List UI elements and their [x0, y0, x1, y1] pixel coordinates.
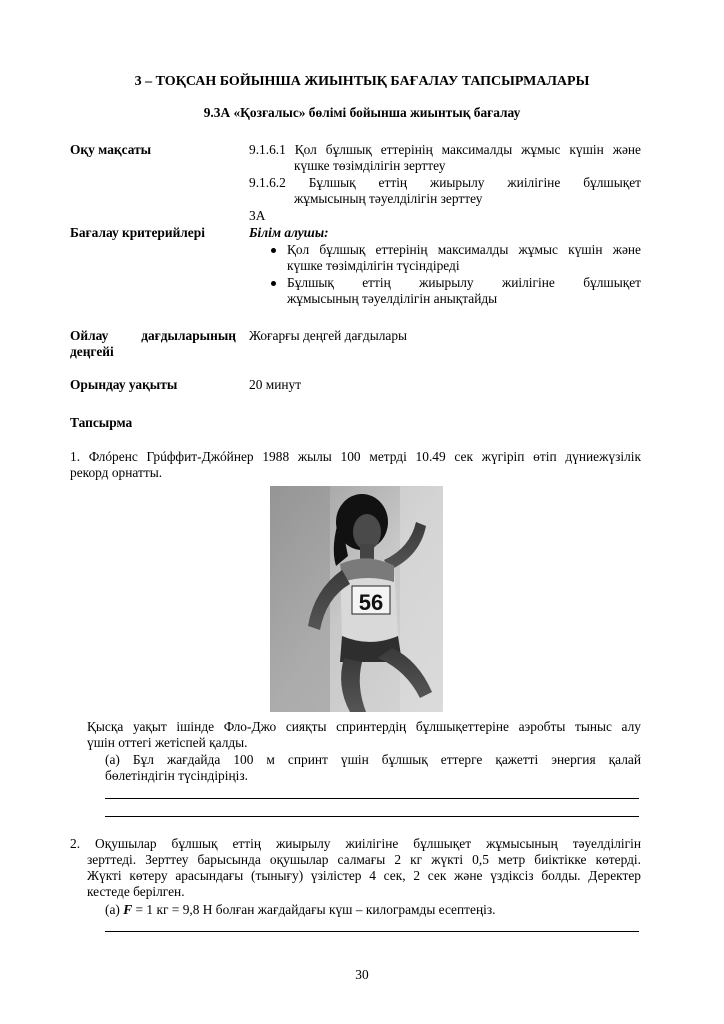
- goal-1-line-a: 9.1.6.1 Қол бұлшық еттерінің максималды жұмыс күшін және: [249, 142, 641, 157]
- goal-2-line-a: 9.1.6.2 Бұлшық еттің жиырылу жиілігіне бұлшықет: [249, 175, 641, 190]
- q1-context-line-a: Қысқа уақыт ішінде Фло-Джо сияқты спринтердің бұлшықеттеріне аэробты тыныс алу: [87, 719, 641, 734]
- page-number: 30: [355, 967, 369, 982]
- goal-label: Оқу мақсаты: [70, 142, 152, 157]
- q1-context-line-b: үшін оттегі жетіспей қалды.: [87, 735, 248, 750]
- bullet-icon: [271, 248, 276, 253]
- bullet-icon: [271, 281, 276, 286]
- criteria-intro: Білім алушы:: [249, 225, 329, 240]
- time-label: Орындау уақыты: [70, 377, 178, 392]
- q1-line-1: 1. Флóренс Грúффит-Джóйнер 1988 жылы 100 метрді 10.49 сек жүгіріп өтіп дүниежүзілік: [70, 449, 641, 464]
- goal-2-line-b: жұмысының тәуелділігін зерттеу: [294, 191, 483, 206]
- q2-line-4: кестеде берілген.: [87, 884, 185, 899]
- q2-line-1: 2. Оқушылар бұлшық еттің жиырылу жиілігіне бұлшықет жұмысының тәуелділігін: [70, 836, 641, 851]
- q2a-text: = 1 кг = 9,8 Н болған жағдайдағы күш – килограмды есептеңіз.: [132, 902, 496, 917]
- q2-line-3: Жүкті көтеру арасындағы (тынығу) үзілістер 4 сек, 2 сек және үздіксіз болды. Деректер: [87, 868, 641, 883]
- task-heading: Тапсырма: [70, 415, 133, 430]
- q1a-line-1: (а) Бұл жағдайда 100 м спринт үшін бұлшық еттерге қажетті энергия қалай: [105, 752, 641, 767]
- thinking-value: Жоғарғы деңгей дағдылары: [249, 328, 408, 343]
- bib-number: 56: [358, 590, 384, 615]
- sprinter-photo: [270, 486, 443, 712]
- answer-line[interactable]: [105, 931, 639, 932]
- goal-1-line-b: күшке төзімділігін зерттеу: [294, 158, 446, 173]
- q2a-line: [105, 902, 496, 918]
- thinking-label-line-a: Ойлау дағдыларының: [70, 328, 236, 343]
- answer-line[interactable]: [105, 798, 639, 799]
- criteria-2-line-a: Бұлшық еттің жиырылу жиілігіне бұлшықет: [287, 275, 641, 290]
- time-value: 20 минут: [249, 377, 302, 392]
- goal-code: 3А: [249, 208, 266, 223]
- sub-title: 9.3А «Қозғалыс» бөлімі бойынша жиынтық бағалау: [203, 105, 521, 120]
- criteria-2-line-b: жұмысының тәуелділігін анықтайды: [287, 291, 498, 306]
- criteria-label: Бағалау критерийлері: [70, 225, 205, 240]
- criteria-1-line-b: күшке төзімділігін түсіндіреді: [287, 258, 460, 273]
- q2a-prefix: (а): [105, 902, 124, 917]
- answer-line[interactable]: [105, 816, 639, 817]
- q1a-line-2: бөлетіндігін түсіндіріңіз.: [105, 768, 248, 783]
- criteria-1-line-a: Қол бұлшық еттерінің максималды жұмыс күшін және: [287, 242, 641, 257]
- q2a-variable: F: [123, 902, 133, 917]
- q1-line-2: рекорд орнатты.: [70, 465, 163, 480]
- q2-line-2: зерттеді. Зерттеу барысында оқушылар салмағы 2 кг жүкті 0,5 метр биіктікке көтерді.: [87, 852, 641, 867]
- thinking-label-line-b: деңгейі: [70, 344, 114, 359]
- main-title: 3 – ТОҚСАН БОЙЫНША ЖИЫНТЫҚ БАҒАЛАУ ТАПСЫРМАЛАРЫ: [134, 74, 590, 89]
